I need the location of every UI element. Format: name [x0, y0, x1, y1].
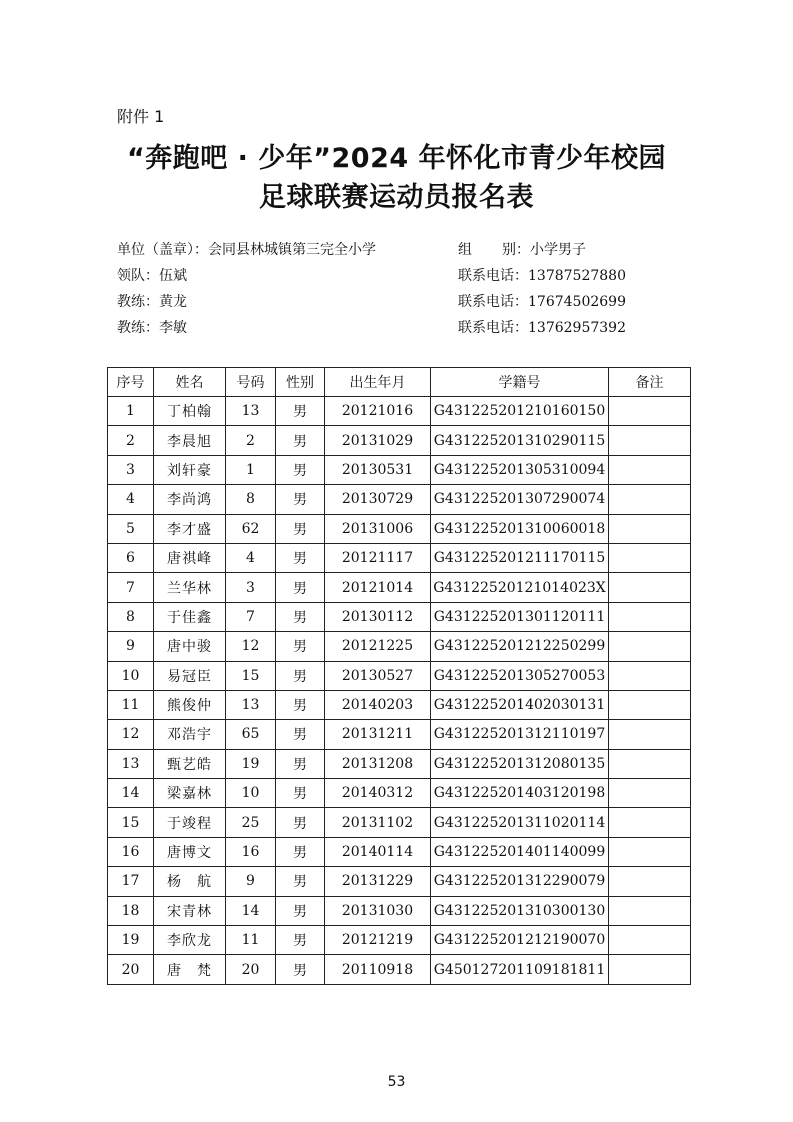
row-index: 17: [108, 867, 154, 896]
row-index: 4: [108, 485, 154, 514]
student-id: G431225201402030131: [431, 690, 609, 719]
leader-info: [117, 266, 187, 286]
player-name: 熊俊仲: [154, 690, 226, 719]
coach2-value: 李敏: [159, 320, 187, 336]
leader-phone: 13787527880: [528, 268, 626, 284]
jersey-number: 10: [226, 779, 276, 808]
player-name: 刘轩豪: [154, 455, 226, 484]
player-name: 宋青林: [154, 896, 226, 925]
birth-date: 20121014: [325, 573, 431, 602]
gender: 男: [276, 573, 325, 602]
coach-label: 教练：: [117, 320, 159, 336]
page-title-line1: “奔跑吧 · 少年”2024 年怀化市青少年校园: [126, 143, 667, 174]
row-index: 9: [108, 632, 154, 661]
remark: [609, 485, 691, 514]
birth-date: 20130729: [325, 485, 431, 514]
student-id: G431225201307290074: [431, 485, 609, 514]
gender: 男: [276, 926, 325, 955]
phone-label: 联系电话：: [458, 268, 528, 284]
table-row: [108, 573, 691, 602]
birth-date: 20121225: [325, 632, 431, 661]
student-id: G43122520121014023X: [431, 573, 609, 602]
player-name: 唐博文: [154, 837, 226, 866]
birth-date: 20110918: [325, 955, 431, 984]
coach2-phone: 13762957392: [528, 320, 626, 336]
row-index: 12: [108, 720, 154, 749]
table-row: [108, 896, 691, 925]
student-id: G431225201305270053: [431, 661, 609, 690]
student-id: G431225201305310094: [431, 455, 609, 484]
table-header-row: [108, 368, 691, 397]
remark: [609, 867, 691, 896]
jersey-number: 3: [226, 573, 276, 602]
jersey-number: 2: [226, 426, 276, 455]
birth-date: 20131006: [325, 514, 431, 543]
player-name: 于竣程: [154, 808, 226, 837]
remark: [609, 455, 691, 484]
jersey-number: 1: [226, 455, 276, 484]
jersey-number: 8: [226, 485, 276, 514]
player-name: 邓浩宇: [154, 720, 226, 749]
row-index: 20: [108, 955, 154, 984]
row-index: 6: [108, 543, 154, 572]
gender: 男: [276, 632, 325, 661]
gender: 男: [276, 485, 325, 514]
gender: 男: [276, 397, 325, 426]
player-name: 梁嘉林: [154, 779, 226, 808]
table-row: [108, 602, 691, 631]
jersey-number: 14: [226, 896, 276, 925]
birth-date: 20140312: [325, 779, 431, 808]
jersey-number: 20: [226, 955, 276, 984]
remark: [609, 749, 691, 778]
jersey-number: 13: [226, 397, 276, 426]
player-name: 唐中骏: [154, 632, 226, 661]
jersey-number: 4: [226, 543, 276, 572]
student-id: G431225201312290079: [431, 867, 609, 896]
table-row: [108, 926, 691, 955]
table-row: [108, 867, 691, 896]
table-row: [108, 661, 691, 690]
player-name: 李欣龙: [154, 926, 226, 955]
student-id: G431225201403120198: [431, 779, 609, 808]
table-row: [108, 455, 691, 484]
birth-date: 20140114: [325, 837, 431, 866]
table-row: [108, 426, 691, 455]
player-name: 兰华林: [154, 573, 226, 602]
remark: [609, 426, 691, 455]
gender: 男: [276, 690, 325, 719]
row-index: 11: [108, 690, 154, 719]
jersey-number: 12: [226, 632, 276, 661]
table-row: [108, 485, 691, 514]
table-row: [108, 779, 691, 808]
gender: 男: [276, 867, 325, 896]
phone-label: 联系电话：: [458, 294, 528, 310]
gender: 男: [276, 779, 325, 808]
roster-table: [107, 367, 691, 985]
coach2-info: [117, 318, 187, 338]
row-index: 15: [108, 808, 154, 837]
table-row: [108, 397, 691, 426]
birth-date: 20121117: [325, 543, 431, 572]
row-index: 5: [108, 514, 154, 543]
student-id: G431225201311020114: [431, 808, 609, 837]
jersey-number: 13: [226, 690, 276, 719]
student-id: G431225201401140099: [431, 837, 609, 866]
page-title-line2: 足球联赛运动员报名表: [259, 182, 534, 213]
header-student-id: 学籍号: [431, 368, 609, 397]
remark: [609, 602, 691, 631]
player-name: 易冠臣: [154, 661, 226, 690]
jersey-number: 65: [226, 720, 276, 749]
gender: 男: [276, 661, 325, 690]
table-row: [108, 837, 691, 866]
birth-date: 20121016: [325, 397, 431, 426]
gender: 男: [276, 837, 325, 866]
header-index: 序号: [108, 368, 154, 397]
remark: [609, 926, 691, 955]
remark: [609, 955, 691, 984]
row-index: 3: [108, 455, 154, 484]
remark: [609, 661, 691, 690]
header-birth: 出生年月: [325, 368, 431, 397]
gender: 男: [276, 720, 325, 749]
row-index: 8: [108, 602, 154, 631]
table-row: [108, 632, 691, 661]
group-info: [458, 240, 586, 260]
table-row: [108, 514, 691, 543]
student-id: G431225201211170115: [431, 543, 609, 572]
player-name: 于佳鑫: [154, 602, 226, 631]
gender: 男: [276, 896, 325, 925]
jersey-number: 19: [226, 749, 276, 778]
student-id: G431225201310290115: [431, 426, 609, 455]
leader-phone-info: [458, 266, 626, 286]
player-name: 丁柏翰: [154, 397, 226, 426]
student-id: G431225201312110197: [431, 720, 609, 749]
jersey-number: 16: [226, 837, 276, 866]
leader-value: 伍斌: [159, 268, 187, 284]
remark: [609, 514, 691, 543]
gender: 男: [276, 543, 325, 572]
student-id: G431225201301120111: [431, 602, 609, 631]
table-row: [108, 690, 691, 719]
gender: 男: [276, 955, 325, 984]
student-id: G431225201312080135: [431, 749, 609, 778]
coach1-value: 黄龙: [159, 294, 187, 310]
jersey-number: 11: [226, 926, 276, 955]
gender: 男: [276, 749, 325, 778]
unit-value: 会同县林城镇第三完全小学: [208, 242, 376, 258]
coach-label: 教练：: [117, 294, 159, 310]
header-name: 姓名: [154, 368, 226, 397]
remark: [609, 837, 691, 866]
birth-date: 20131208: [325, 749, 431, 778]
remark: [609, 720, 691, 749]
coach1-info: [117, 292, 187, 312]
remark: [609, 573, 691, 602]
birth-date: 20131229: [325, 867, 431, 896]
birth-date: 20121219: [325, 926, 431, 955]
player-name: 李尚鸿: [154, 485, 226, 514]
gender: 男: [276, 426, 325, 455]
player-name: 杨 航: [154, 867, 226, 896]
row-index: 10: [108, 661, 154, 690]
header-remark: 备注: [609, 368, 691, 397]
birth-date: 20131029: [325, 426, 431, 455]
student-id: G431225201310060018: [431, 514, 609, 543]
remark: [609, 690, 691, 719]
row-index: 1: [108, 397, 154, 426]
birth-date: 20131102: [325, 808, 431, 837]
row-index: 14: [108, 779, 154, 808]
row-index: 2: [108, 426, 154, 455]
gender: 男: [276, 514, 325, 543]
attachment-label: 附件 1: [117, 107, 165, 126]
page-number: 53: [387, 1074, 406, 1090]
group-label-2: 别：: [502, 242, 530, 258]
player-name: 李晨旭: [154, 426, 226, 455]
table-row: [108, 749, 691, 778]
coach1-phone: 17674502699: [528, 294, 626, 310]
player-name: 唐祺峰: [154, 543, 226, 572]
gender: 男: [276, 808, 325, 837]
remark: [609, 779, 691, 808]
jersey-number: 7: [226, 602, 276, 631]
table-row: [108, 955, 691, 984]
birth-date: 20130527: [325, 661, 431, 690]
student-id: G431225201212250299: [431, 632, 609, 661]
unit-label: 单位（盖章）：: [117, 242, 208, 258]
remark: [609, 896, 691, 925]
leader-label: 领队：: [117, 268, 159, 284]
player-name: 李才盛: [154, 514, 226, 543]
row-index: 13: [108, 749, 154, 778]
row-index: 7: [108, 573, 154, 602]
remark: [609, 808, 691, 837]
player-name: 甄艺皓: [154, 749, 226, 778]
group-label-1: 组: [458, 242, 472, 258]
table-row: [108, 543, 691, 572]
student-id: G431225201212190070: [431, 926, 609, 955]
coach2-phone-info: [458, 318, 626, 338]
remark: [609, 397, 691, 426]
player-name: 唐 梵: [154, 955, 226, 984]
student-id: G450127201109181811: [431, 955, 609, 984]
header-gender: 性别: [276, 368, 325, 397]
remark: [609, 543, 691, 572]
row-index: 16: [108, 837, 154, 866]
birth-date: 20140203: [325, 690, 431, 719]
table-row: [108, 808, 691, 837]
jersey-number: 25: [226, 808, 276, 837]
birth-date: 20130112: [325, 602, 431, 631]
birth-date: 20131211: [325, 720, 431, 749]
jersey-number: 62: [226, 514, 276, 543]
group-value: 小学男子: [530, 242, 586, 258]
unit-info: [117, 240, 376, 260]
jersey-number: 15: [226, 661, 276, 690]
gender: 男: [276, 602, 325, 631]
jersey-number: 9: [226, 867, 276, 896]
header-number: 号码: [226, 368, 276, 397]
birth-date: 20130531: [325, 455, 431, 484]
gender: 男: [276, 455, 325, 484]
row-index: 18: [108, 896, 154, 925]
student-id: G431225201210160150: [431, 397, 609, 426]
coach1-phone-info: [458, 292, 626, 312]
phone-label: 联系电话：: [458, 320, 528, 336]
table-row: [108, 720, 691, 749]
row-index: 19: [108, 926, 154, 955]
remark: [609, 632, 691, 661]
student-id: G431225201310300130: [431, 896, 609, 925]
birth-date: 20131030: [325, 896, 431, 925]
